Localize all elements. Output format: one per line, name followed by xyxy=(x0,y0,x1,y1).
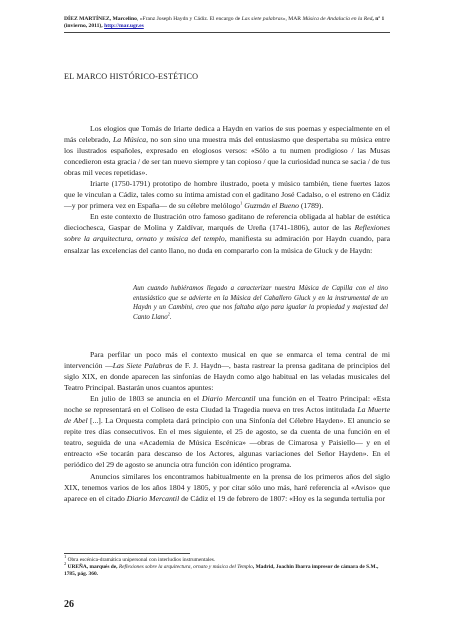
header-citation: , «Franz Joseph Haydn y Cádiz. El encargo de xyxy=(136,16,242,22)
p5-text-c: [...]. La Orquesta completa dará principio con una Sinfonía del Célebre Hayden». El anuncio se repite tres días consecutivos. En el mes siguiente, el 25 de agosto, se da cuenta de una función en el teatro, seguida de una «Academia de Música Escénica» —obras de Cimarosa y Paisiello— y en el entreacto «Se tocarán para descanso de los Actores, algunas variaciones del Señor Hayden». En el periódico del 29 de agosto se anuncia otra función con idéntico programa. xyxy=(64,416,390,470)
p6-text-b: de Cádiz el 19 de febrero de 1807: «Hoy es la segunda tertulia por xyxy=(179,493,386,503)
p4-italic: Las Siete Palabras xyxy=(112,361,173,371)
footnote-2-rest: , Madrid, Joachin Ibarra impresor de cámara de S.M., 1785, pág. 360. xyxy=(64,564,379,578)
p3-text-a: En este contexto de Ilustración otro famoso gaditano de referencia obligada al hablar de estética dieciochesca, Gaspar de Molina y Zaldívar, marqués de Ureña (1741-1806), autor de las xyxy=(64,212,390,233)
header-url-link[interactable]: http://mar.ugr.es xyxy=(104,23,144,30)
footnote-1-number: 1 xyxy=(64,554,67,560)
header-journal-name: Música de Andalucía en la Red xyxy=(302,16,373,22)
p5-italic-2: La Muerte de Abel xyxy=(64,405,390,426)
footnote-ref-1[interactable]: 1 xyxy=(240,200,243,206)
p2-text-b: (1789). xyxy=(298,201,324,211)
p5-text-a: En julio de 1803 se anuncia en el xyxy=(90,394,203,404)
p5-text-b: una función en el Teatro Principal: «Esta noche se representará en el Coliseo de esta Ciudad la Tragedia nueva en tres Actos intitulada xyxy=(64,394,390,415)
p2-text-a: Iriarte (1750-1791) prototipo de hombre ilustrado, poeta y músico también, tiene fuertes lazos que le vinculan a Cádiz, tales como su íntima amistad con el gaditano José Cadalso, o el estreno en Cádiz —y por primera vez en España— de su célebre melólogo xyxy=(64,179,390,211)
p6-italic: Diario Mercantil xyxy=(126,493,180,503)
header-article-title: Las siete palabras xyxy=(241,16,283,22)
header-issue: , nº 1 (invierno, 2011), xyxy=(64,16,385,30)
footnotes xyxy=(64,554,390,579)
paragraph-2 xyxy=(64,178,390,211)
header-journal-part: », MAR xyxy=(282,16,303,22)
section-title: EL MARCO HISTÓRICO-ESTÉTICO xyxy=(64,72,199,81)
quote-end: . xyxy=(169,313,172,321)
running-header xyxy=(64,16,390,31)
paragraph-4 xyxy=(64,349,390,393)
block-quote xyxy=(133,284,388,322)
p1-text-b: , no son sino una muestra más del entusiasmo que despertaba su música entre los ilustrados españoles, expresado en elogiosos versos: «Sólo a tu numen prodigioso / las Musas concedieron esta gracia / de ser tan nuevo siempre y tan copioso / que la curiosidad nunca se sacia / de tus obras mil veces repetidas». xyxy=(64,135,390,178)
p4-text-a: Para perfilar un poco más el contexto musical en que se enmarca el tema central de mi intervención — xyxy=(64,350,390,371)
footnote-ref-2[interactable]: 2 xyxy=(167,311,170,317)
body-text-lower xyxy=(64,349,390,504)
p1-italic: La Música xyxy=(112,135,147,145)
footnote-rule xyxy=(64,553,190,554)
footnote-2-number: 2 xyxy=(64,561,67,567)
p2-italic: Guzmán el Bueno xyxy=(244,201,299,211)
paragraph-3 xyxy=(64,211,390,255)
p6-text-a: Anuncios similares los encontramos habitualmente en la prensa de los primeros años del siglo XIX, tenemos varios de los años 1804 y 1805, y por citar sólo uno más, haré referencia al «Aviso» que aparece en el citado xyxy=(64,471,390,503)
footnote-2 xyxy=(64,561,390,578)
p3-text-b: , manifiesta su admiración por Haydn cuando, para ensalzar las excelencias del canto llano, no duda en compararlo con la música de Gluck y de Haydn: xyxy=(64,234,390,255)
header-rule xyxy=(64,32,390,33)
quote-text: Aun cuando hubiéramos llegado a caracterizar nuestra Música de Capilla con el tino entusiástico que se advierte en la Música del Caballero Gluck y en la instrumental de un Haydn y un Cambini, creo que nos faltaba algo para igualar la propiedad y majestad del Canto Llano xyxy=(133,285,388,321)
body-text-upper xyxy=(64,123,390,256)
p1-text-a: Los elogios que Tomás de Iriarte dedica a Haydn en varios de sus poemas y especialmente en el más celebrado, xyxy=(64,124,390,145)
p3-italic: Reflexiones sobre la arquitectura, ornato y música del templo xyxy=(64,223,390,244)
footnote-2-title: Reflexiones sobre la arquitectura, ornato y música del Templo xyxy=(118,564,253,571)
paragraph-5 xyxy=(64,393,390,470)
page-number: 26 xyxy=(64,599,74,610)
p5-italic-1: Diario Mercantil xyxy=(202,394,256,404)
header-author: DÍEZ MARTÍNEZ, Marcelino xyxy=(64,16,137,22)
p4-text-b: de F. J. Haydn—, basta rastrear la prensa gaditana de principios del siglo XIX, en donde aparecen las sinfonías de Haydn como algo habitual en las veladas musicales del Teatro Principal. Bastarán unos cuantos apuntes: xyxy=(64,361,390,393)
paragraph-1 xyxy=(64,123,390,178)
footnote-1-text: Obra escénica-dramática unipersonal con interludios instrumentales. xyxy=(66,557,216,563)
paragraph-6 xyxy=(64,471,390,504)
footnote-2-author: UREÑA, marqués de, xyxy=(66,564,119,571)
